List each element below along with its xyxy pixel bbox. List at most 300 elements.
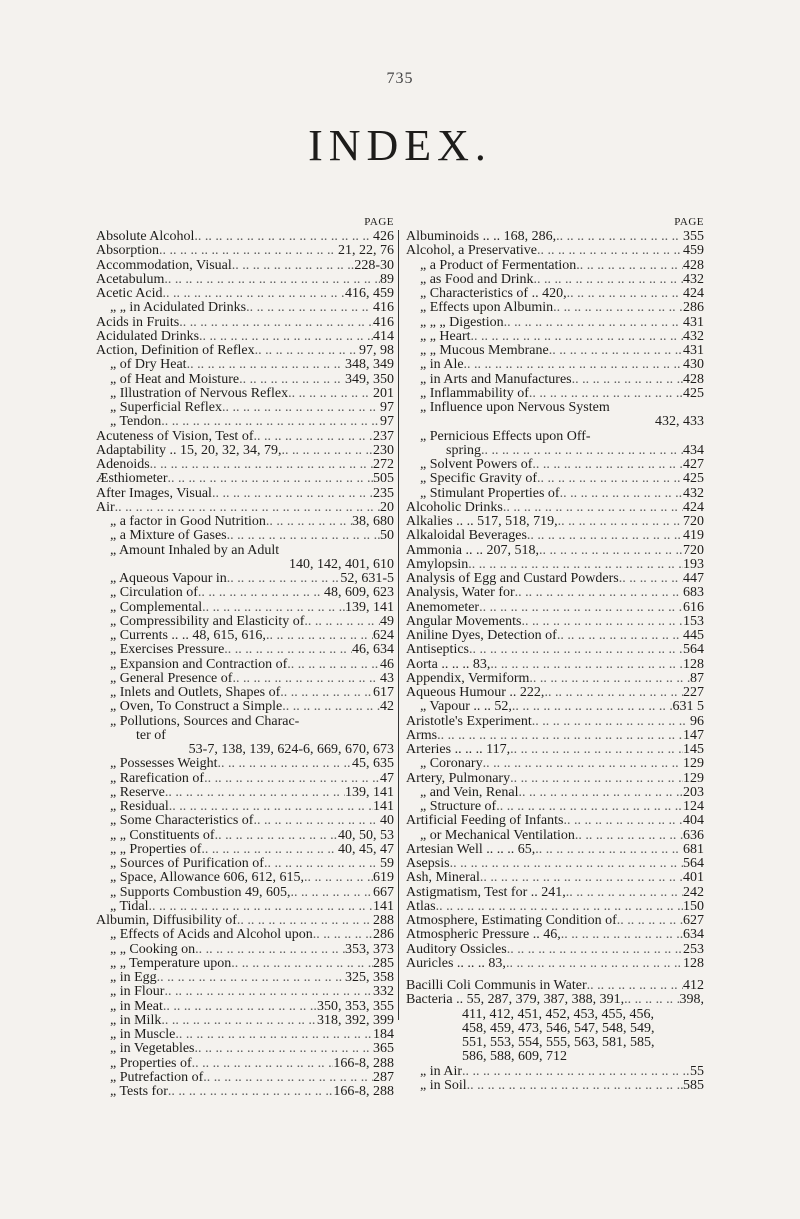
index-term: Æsthiometer xyxy=(96,472,168,487)
index-term: After Images, Visual xyxy=(96,486,212,501)
index-pages: 286 xyxy=(683,301,704,316)
index-pages: 97 xyxy=(380,401,394,415)
index-pages: 419 xyxy=(683,529,704,544)
index-term: Adenoids xyxy=(96,458,150,472)
index-entry xyxy=(406,715,704,729)
leader-dots xyxy=(266,515,352,529)
index-pages: 145 xyxy=(683,743,704,757)
index-entry xyxy=(96,544,394,558)
index-pages: 124 xyxy=(683,800,704,814)
leader-dots xyxy=(617,914,683,928)
index-term: Ammonia .. .. 207, 518, xyxy=(406,543,539,558)
index-entry xyxy=(96,928,394,942)
leader-dots xyxy=(164,985,373,999)
index-pages: 355 xyxy=(683,230,704,244)
index-entry xyxy=(96,629,394,643)
index-page-refs: 551, 553, 554, 555, 563, 581, 585, xyxy=(462,1035,655,1050)
index-entry xyxy=(96,572,394,586)
index-pages: 432 xyxy=(683,272,704,287)
index-pages: 147 xyxy=(683,728,704,743)
index-pages: 416, 459 xyxy=(345,287,394,301)
index-term: Analysis of Egg and Custard Powders xyxy=(406,572,619,586)
index-entry xyxy=(406,829,704,843)
leader-dots xyxy=(558,515,683,529)
index-entry xyxy=(96,244,394,258)
index-pages: 412 xyxy=(683,979,704,993)
index-term: Air xyxy=(96,500,115,515)
index-entry xyxy=(96,672,394,686)
index-term: Auricles .. .. .. 83, xyxy=(406,956,506,971)
index-term: „ Expansion and Contraction of xyxy=(110,657,288,672)
index-entry xyxy=(406,857,704,871)
index-entry xyxy=(96,316,394,330)
index-term: Accommodation, Visual xyxy=(96,258,232,273)
index-pages: 253 xyxy=(683,942,704,957)
leader-dots xyxy=(164,273,380,287)
leader-dots xyxy=(115,501,380,515)
leader-dots xyxy=(159,244,338,258)
index-pages: 139, 141 xyxy=(345,785,394,800)
index-pages: 52, 631-5 xyxy=(340,572,394,586)
index-term: „ and Vein, Renal xyxy=(420,785,519,800)
index-pages: 150 xyxy=(683,899,704,914)
leader-dots xyxy=(467,1079,683,1093)
index-pages: 505 xyxy=(373,472,394,487)
index-entry xyxy=(406,586,704,600)
index-term: Alkaloidal Beverages xyxy=(406,529,527,544)
index-pages: 129 xyxy=(683,771,704,786)
index-term: Atmosphere, Estimating Condition of xyxy=(406,914,617,928)
index-pages: 237 xyxy=(373,429,394,444)
index-term: Bacteria .. 55, 287, 379, 387, 388, 391, xyxy=(406,993,625,1008)
index-term: „ Specific Gravity of xyxy=(420,472,538,487)
leader-dots xyxy=(575,829,683,843)
index-entry xyxy=(406,957,704,971)
index-pages: 55 xyxy=(690,1064,704,1079)
index-pages: 398, xyxy=(679,993,704,1008)
index-entry xyxy=(406,487,704,501)
leader-dots xyxy=(149,900,373,914)
index-term: „ General Presence of xyxy=(110,671,233,686)
index-term: Absorption xyxy=(96,244,159,259)
leader-dots xyxy=(510,772,683,786)
index-pages: 242 xyxy=(683,885,704,900)
index-term: ter of xyxy=(136,728,166,743)
index-pages: 348, 349 xyxy=(345,358,394,373)
index-pages: 40, 45, 47 xyxy=(338,842,394,857)
index-pages: 332 xyxy=(373,985,394,1000)
section-gap xyxy=(406,971,704,979)
leader-dots xyxy=(556,230,683,244)
index-pages: 432 xyxy=(683,329,704,344)
index-term: „ „ Heart xyxy=(420,329,471,344)
index-pages: 38, 680 xyxy=(352,515,394,529)
leader-dots xyxy=(436,900,683,914)
index-entry xyxy=(406,544,704,558)
index-entry xyxy=(96,1028,394,1042)
index-entry xyxy=(96,971,394,985)
leader-dots xyxy=(224,643,352,657)
leader-dots xyxy=(587,979,683,993)
leader-dots xyxy=(563,814,683,828)
index-entry xyxy=(406,472,704,486)
index-term: „ Effects upon Albumin xyxy=(420,301,554,316)
index-pages: 201 xyxy=(373,386,394,401)
index-term: Alcoholic Drinks xyxy=(406,500,503,515)
index-pages: 96 xyxy=(690,714,704,729)
index-entry xyxy=(96,487,394,501)
index-term: „ Rarefication of xyxy=(110,771,205,786)
leader-dots xyxy=(212,487,373,501)
index-term: „ a factor in Good Nutrition xyxy=(110,515,266,529)
index-entry xyxy=(406,316,704,330)
index-term: „ Complemental xyxy=(110,600,203,615)
leader-dots xyxy=(187,358,345,372)
index-entry xyxy=(96,829,394,843)
index-pages: 416 xyxy=(373,315,394,330)
index-pages: 46 xyxy=(380,657,394,672)
index-pages: 349, 350 xyxy=(345,372,394,387)
leader-dots xyxy=(280,686,373,700)
index-entry xyxy=(406,658,704,672)
index-column-left xyxy=(96,216,394,1099)
leader-dots xyxy=(469,643,683,657)
index-pages: 141 xyxy=(373,800,394,814)
index-term: „ as Food and Drink xyxy=(420,272,534,287)
index-entry xyxy=(96,1057,394,1071)
index-term: „ Some Characteristics of xyxy=(110,814,254,829)
leader-dots xyxy=(264,857,380,871)
index-entry xyxy=(406,287,704,301)
index-entry xyxy=(406,672,704,686)
index-term: Amylopsin xyxy=(406,557,469,572)
leader-dots xyxy=(464,358,683,372)
leader-dots xyxy=(199,330,373,344)
index-term: „ Amount Inhaled by an Adult xyxy=(110,543,280,558)
index-entry xyxy=(406,871,704,885)
index-entry xyxy=(96,1085,394,1099)
index-pages: 617 xyxy=(373,686,394,700)
index-entry xyxy=(406,330,704,344)
index-pages: 365 xyxy=(373,1042,394,1057)
index-entry xyxy=(96,415,394,429)
index-pages: 624 xyxy=(373,629,394,643)
index-pages: 627 xyxy=(683,914,704,928)
index-pages: 228-30 xyxy=(354,258,394,273)
index-entry xyxy=(406,230,704,244)
index-entry xyxy=(406,643,704,657)
index-entries xyxy=(96,230,394,1099)
index-entry xyxy=(406,800,704,814)
index-term: Arteries .. .. .. 117, xyxy=(406,743,511,757)
index-entry xyxy=(406,344,704,358)
index-term: Action, Definition of Reflex xyxy=(96,344,255,358)
leader-dots xyxy=(253,814,380,828)
index-pages: 49 xyxy=(380,614,394,629)
leader-dots xyxy=(253,430,373,444)
leader-dots xyxy=(304,615,380,629)
leader-dots xyxy=(529,387,683,401)
leader-dots xyxy=(507,943,683,957)
index-entry xyxy=(96,800,394,814)
index-term: Albuminoids .. .. 168, 286, xyxy=(406,230,557,244)
index-entry xyxy=(96,686,394,700)
index-pages: 47 xyxy=(380,771,394,786)
index-entry xyxy=(96,857,394,871)
index-entry xyxy=(96,886,394,900)
index-entry xyxy=(96,1042,394,1056)
index-term: „ „ Temperature upon xyxy=(110,956,232,971)
leader-dots xyxy=(450,857,683,871)
leader-dots xyxy=(175,1028,373,1042)
index-term: „ „ Cooking on xyxy=(110,942,196,957)
index-term: Aniline Dyes, Detection of xyxy=(406,629,557,643)
leader-dots xyxy=(304,871,373,885)
column-divider xyxy=(398,230,399,1020)
index-entry xyxy=(96,943,394,957)
index-page-refs: 432, 433 xyxy=(655,414,704,430)
index-pages: 416 xyxy=(373,301,394,316)
index-entry xyxy=(96,387,394,401)
leader-dots xyxy=(572,373,683,387)
index-pages: 286 xyxy=(373,928,394,943)
index-entry xyxy=(96,601,394,615)
index-term: „ „ in Acidulated Drinks xyxy=(110,301,247,316)
index-page-refs: 140, 142, 401, 610 xyxy=(289,556,394,572)
index-pages: 427 xyxy=(683,458,704,472)
index-term: Anemometer xyxy=(406,600,480,615)
leader-dots xyxy=(480,871,683,885)
leader-dots xyxy=(201,843,338,857)
index-term: „ Solvent Powers of xyxy=(420,458,533,472)
index-term: Alkalies .. .. 517, 518, 719, xyxy=(406,515,558,529)
index-pages: 43 xyxy=(380,671,394,686)
page-number: 735 xyxy=(386,70,414,87)
index-pages: 59 xyxy=(380,857,394,871)
index-term: „ Currents .. .. 48, 615, 616, xyxy=(110,629,266,643)
leader-dots xyxy=(227,572,341,586)
index-term: „ „ Properties of xyxy=(110,842,202,857)
index-entry xyxy=(96,700,394,714)
index-term: „ Tests for xyxy=(110,1085,168,1099)
index-entry xyxy=(406,444,704,458)
index-entry xyxy=(406,358,704,372)
index-term: „ Aqueous Vapour in xyxy=(110,572,227,586)
index-term: „ „ Constituents of xyxy=(110,828,215,843)
index-term: Analysis, Water for xyxy=(406,586,515,601)
index-entry xyxy=(96,430,394,444)
index-entry xyxy=(96,985,394,999)
leader-dots xyxy=(534,273,683,287)
index-term: „ „ „ Digestion xyxy=(420,315,504,330)
leader-dots xyxy=(204,772,380,786)
leader-dots xyxy=(549,344,683,358)
leader-dots xyxy=(313,928,373,942)
index-pages: 404 xyxy=(683,814,704,829)
index-pages: 287 xyxy=(373,1070,394,1085)
index-pages: 425 xyxy=(683,386,704,401)
index-entry xyxy=(406,700,704,714)
index-pages: 430 xyxy=(683,358,704,373)
index-pages: 46, 634 xyxy=(352,643,394,658)
index-entry xyxy=(406,529,704,543)
leader-dots xyxy=(468,558,683,572)
leader-dots xyxy=(527,529,683,543)
index-pages: 40 xyxy=(380,814,394,829)
index-term: „ Possesses Weight xyxy=(110,757,218,772)
leader-dots xyxy=(288,387,373,401)
index-term: „ Illustration of Nervous Reflex xyxy=(110,386,289,401)
leader-dots xyxy=(510,743,683,757)
leader-dots xyxy=(619,572,683,586)
leader-dots xyxy=(479,601,683,615)
index-pages: 445 xyxy=(683,629,704,643)
leader-dots xyxy=(567,287,683,301)
leader-dots xyxy=(515,586,683,600)
index-term: Artesian Well .. .. .. 65, xyxy=(406,842,536,857)
index-entry xyxy=(406,928,704,942)
index-term: Adaptability .. 15, 20, 32, 34, 79, xyxy=(96,443,282,458)
leader-dots xyxy=(218,757,352,771)
index-pages: 97, 98 xyxy=(359,344,394,358)
index-entry xyxy=(406,615,704,629)
leader-dots xyxy=(169,800,373,814)
index-term: „ Space, Allowance 606, 612, 615, xyxy=(110,871,305,886)
index-pages: 619 xyxy=(373,871,394,886)
leader-dots xyxy=(471,330,683,344)
leader-dots xyxy=(192,1057,334,1071)
leader-dots xyxy=(227,529,380,543)
index-entry xyxy=(406,558,704,572)
page-column-heading: PAGE xyxy=(674,216,704,228)
index-term: Arms xyxy=(406,728,438,743)
leader-dots xyxy=(162,287,345,301)
leader-dots xyxy=(535,843,683,857)
leader-dots xyxy=(496,800,683,814)
index-entry xyxy=(406,979,704,993)
index-term: Acetabulum xyxy=(96,272,165,287)
leader-dots xyxy=(255,344,359,358)
index-term: „ Pollutions, Sources and Charac- xyxy=(110,714,300,729)
index-entry xyxy=(406,387,704,401)
index-term: Aristotle's Experiment xyxy=(406,714,532,729)
index-term: „ Residual xyxy=(110,800,169,814)
index-entry xyxy=(96,615,394,629)
index-term: Aorta .. .. .. 83, xyxy=(406,657,491,672)
leader-dots xyxy=(503,501,683,515)
index-pages: 428 xyxy=(683,372,704,387)
index-entry xyxy=(96,515,394,529)
index-entry xyxy=(96,586,394,600)
index-term: Atlas xyxy=(406,899,436,914)
index-entry xyxy=(96,1014,394,1028)
leader-dots xyxy=(537,244,683,258)
index-entry xyxy=(406,914,704,928)
index-entry xyxy=(406,772,704,786)
leader-dots xyxy=(512,700,673,714)
leader-dots xyxy=(553,301,683,315)
index-pages: 401 xyxy=(683,871,704,886)
leader-dots xyxy=(504,316,683,330)
leader-dots xyxy=(282,700,380,714)
index-entry xyxy=(96,273,394,287)
index-term: „ in Soil xyxy=(420,1078,467,1093)
index-entry xyxy=(406,814,704,828)
index-term: „ Properties of xyxy=(110,1056,192,1071)
index-pages: 681 xyxy=(683,842,704,857)
leader-dots xyxy=(537,472,683,486)
leader-dots xyxy=(532,458,683,472)
index-term: „ Exercises Pressure xyxy=(110,643,225,658)
index-term: „ Tendon xyxy=(110,415,162,430)
index-term: „ a Product of Fermentation xyxy=(420,258,577,273)
index-pages: 97 xyxy=(380,415,394,430)
index-pages: 564 xyxy=(683,857,704,871)
index-entry xyxy=(406,373,704,387)
index-term: Angular Movements xyxy=(406,614,522,629)
index-term: Acuteness of Vision, Test of xyxy=(96,429,254,444)
index-entry xyxy=(96,259,394,273)
index-pages: 616 xyxy=(683,600,704,615)
index-entry xyxy=(96,658,394,672)
index-term: Aqueous Humour .. 222, xyxy=(406,686,545,700)
leader-dots xyxy=(232,672,380,686)
index-entry xyxy=(406,244,704,258)
index-entry xyxy=(406,1065,704,1079)
index-entry xyxy=(96,643,394,657)
leader-dots xyxy=(290,886,373,900)
index-term: „ Superficial Reflex xyxy=(110,401,222,415)
leader-dots xyxy=(194,230,373,244)
leader-dots xyxy=(195,1042,374,1056)
page-title: INDEX. xyxy=(308,121,492,170)
index-pages: 184 xyxy=(373,1028,394,1042)
leader-dots xyxy=(490,658,683,672)
index-pages: 432 xyxy=(683,486,704,501)
index-pages: 431 xyxy=(683,344,704,358)
index-pages: 45, 635 xyxy=(352,757,394,772)
index-entry xyxy=(96,757,394,771)
index-pages: 89 xyxy=(380,272,394,287)
index-entry xyxy=(96,472,394,486)
index-pages: 272 xyxy=(373,458,394,472)
leader-dots xyxy=(231,957,373,971)
index-term: „ Tidal xyxy=(110,899,149,914)
index-entry xyxy=(406,401,704,415)
index-term: „ Supports Combustion 49, 605, xyxy=(110,885,291,900)
index-entry xyxy=(406,301,704,315)
index-term: „ Pernicious Effects upon Off- xyxy=(420,429,591,444)
index-pages: 129 xyxy=(683,757,704,772)
index-entry xyxy=(96,814,394,828)
index-entry xyxy=(406,743,704,757)
index-term: „ Stimulant Properties of xyxy=(420,486,560,501)
index-entry xyxy=(96,373,394,387)
index-pages: 428 xyxy=(683,258,704,273)
index-term: Absolute Alcohol xyxy=(96,230,195,244)
leader-dots xyxy=(287,658,380,672)
index-entry xyxy=(406,886,704,900)
index-pages: 20 xyxy=(380,500,394,515)
leader-dots xyxy=(179,316,373,330)
index-pages: 636 xyxy=(683,828,704,843)
leader-dots xyxy=(222,401,380,415)
index-entry xyxy=(406,1079,704,1093)
index-entries xyxy=(406,230,704,1093)
index-term: „ in Muscle xyxy=(110,1028,176,1042)
index-term: „ in Egg xyxy=(110,971,157,985)
index-entry xyxy=(96,458,394,472)
